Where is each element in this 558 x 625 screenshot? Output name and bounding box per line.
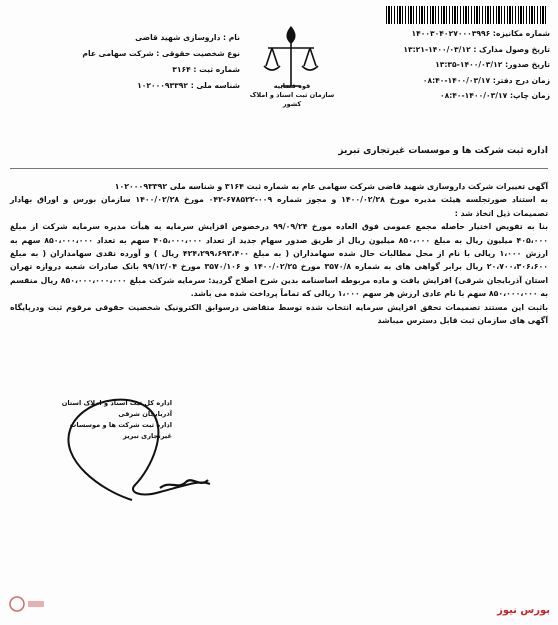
notice-body (10, 180, 548, 327)
received-date: تاریخ وصول مدارک : ۱۴۰۰/۰۳/۱۲-۱۳:۲۱ (403, 44, 550, 54)
signature-caption: اداره کل ثبت اسناد و املاک استان آذربایجان شرقی اداره ثبت شرکت ها و موسسات غیرتجاری تبریز (61, 399, 172, 440)
letter-number: شماره مکانیزه: ۱۴۰۰۳۰۴۰۲۷۰۰۰۳۹۹۶ (411, 29, 550, 38)
site-logo: بورس نیوز (497, 605, 550, 616)
notice-paragraph: آگهی تغییرات شرکت داروسازی شهید قاضی شرکت سهامی عام به شماره ثبت ۳۱۶۴ و شناسه ملی ۱۰۲۰۰۰۹۳۳۹۲ (114, 182, 548, 191)
notice-paragraph: باثبت این مستند تصمیمات تحقق افزایش سرمایه انتخاب شده توسط متقاضی درسوابق الکترونیک شخصیت حقوقی مرقوم ثبت ودرپایگاه آگهی های سازمان ثبت قابل دسترس میباشد (10, 302, 548, 326)
national-id: شناسه ملی : ۱۰۲۰۰۰۹۳۳۹۲ (137, 81, 240, 90)
header-left (40, 30, 240, 94)
divider (10, 168, 548, 169)
issue-date: تاریخ صدور: ۱۴۰۰/۰۳/۱۲-۱۳:۳۵ (435, 60, 550, 70)
header-right (368, 26, 550, 104)
emblem-caption: قوه قضاییه سازمان ثبت اسناد و املاک کشور (249, 82, 335, 108)
watermark-logo-icon (6, 593, 48, 615)
notice-paragraph: به استناد صورتجلسه هیئت مدیره مورخ ۱۴۰۰/۰۲/۲۸ و مجوز شماره ۰۰۹-۶۷۸۵۲۲-۰۴۲ مورخ ۱۴۰۰/۰۲/۲۸ سازمان بورس و اوراق بهادار تصمیمات ذیل اتخاذ شد : (10, 195, 548, 218)
notice-paragraph: بنا به تفویض اختیار حاصله مجمع عمومی فوق العاده مورخ ۹۹/۰۹/۲۴ درخصوص افزایش سرمایه به هیأت مدیره سرمایه شرکت از مبلغ ۴۰۵،۰۰۰ میلیون ریال به مبلغ ۸۵۰،۰۰۰ میلیون ریال از طریق صدور سهام جدید از تعداد ۴۰۵،۰۰۰،۰۰۰ سهم به تعداد ۸۵۰،۰۰۰،۰۰۰ سهم به ارزش ۱،۰۰۰ ریالی با نام از محل مطالبات حال شده سهامداران ( به مبلغ ۴۲۴،۲۹۹،۶۹۳،۴۰۰ ریال ) و آورده نقدی سهامداران ( به مبلغ ۲۰،۷۰۰،۳۰۶،۶۰۰ ریال برابر گواهی های به شماره ۳۵۷۰/۸ مورخ ۱۴۰۰/۰۲/۲۵ و ۳۵۷۰/۱۰۶ مورخ ۹۹/۱۲/۰۴ بانک صادرات شعبه دروازه تهران استان آذربایجان شرقی) افزایش یافت و ماده مربوطه اساسنامه بدین شرح اصلاح گردید: سرمایه شرکت مبلغ ۸۵۰،۰۰۰،۰۰۰،۰۰۰ ریال منقسم به ۸۵۰،۰۰۰،۰۰۰ سهم با نام عادی ارزش هر سهم ۱،۰۰۰ ریالی که تماماً پرداخت شده می باشد. (10, 222, 548, 299)
print-time: زمان چاپ: ۱۴۰۰/۰۳/۱۷-۰۸:۴۰ (439, 91, 550, 101)
entity-type: نوع شخصیت حقوقی : شرکت سهامی عام (82, 49, 240, 58)
barcode (386, 6, 546, 24)
issuing-office: اداره ثبت شرکت ها و موسسات غیرتجاری تبریز (338, 146, 548, 156)
company-name: نام : داروسازی شهید قاضی (135, 33, 240, 42)
office-date: زمان درج دفتر: ۱۴۰۰/۰۳/۱۷-۰۸:۴۰ (422, 75, 550, 85)
registration-number: شماره ثبت : ۳۱۶۴ (172, 65, 240, 74)
